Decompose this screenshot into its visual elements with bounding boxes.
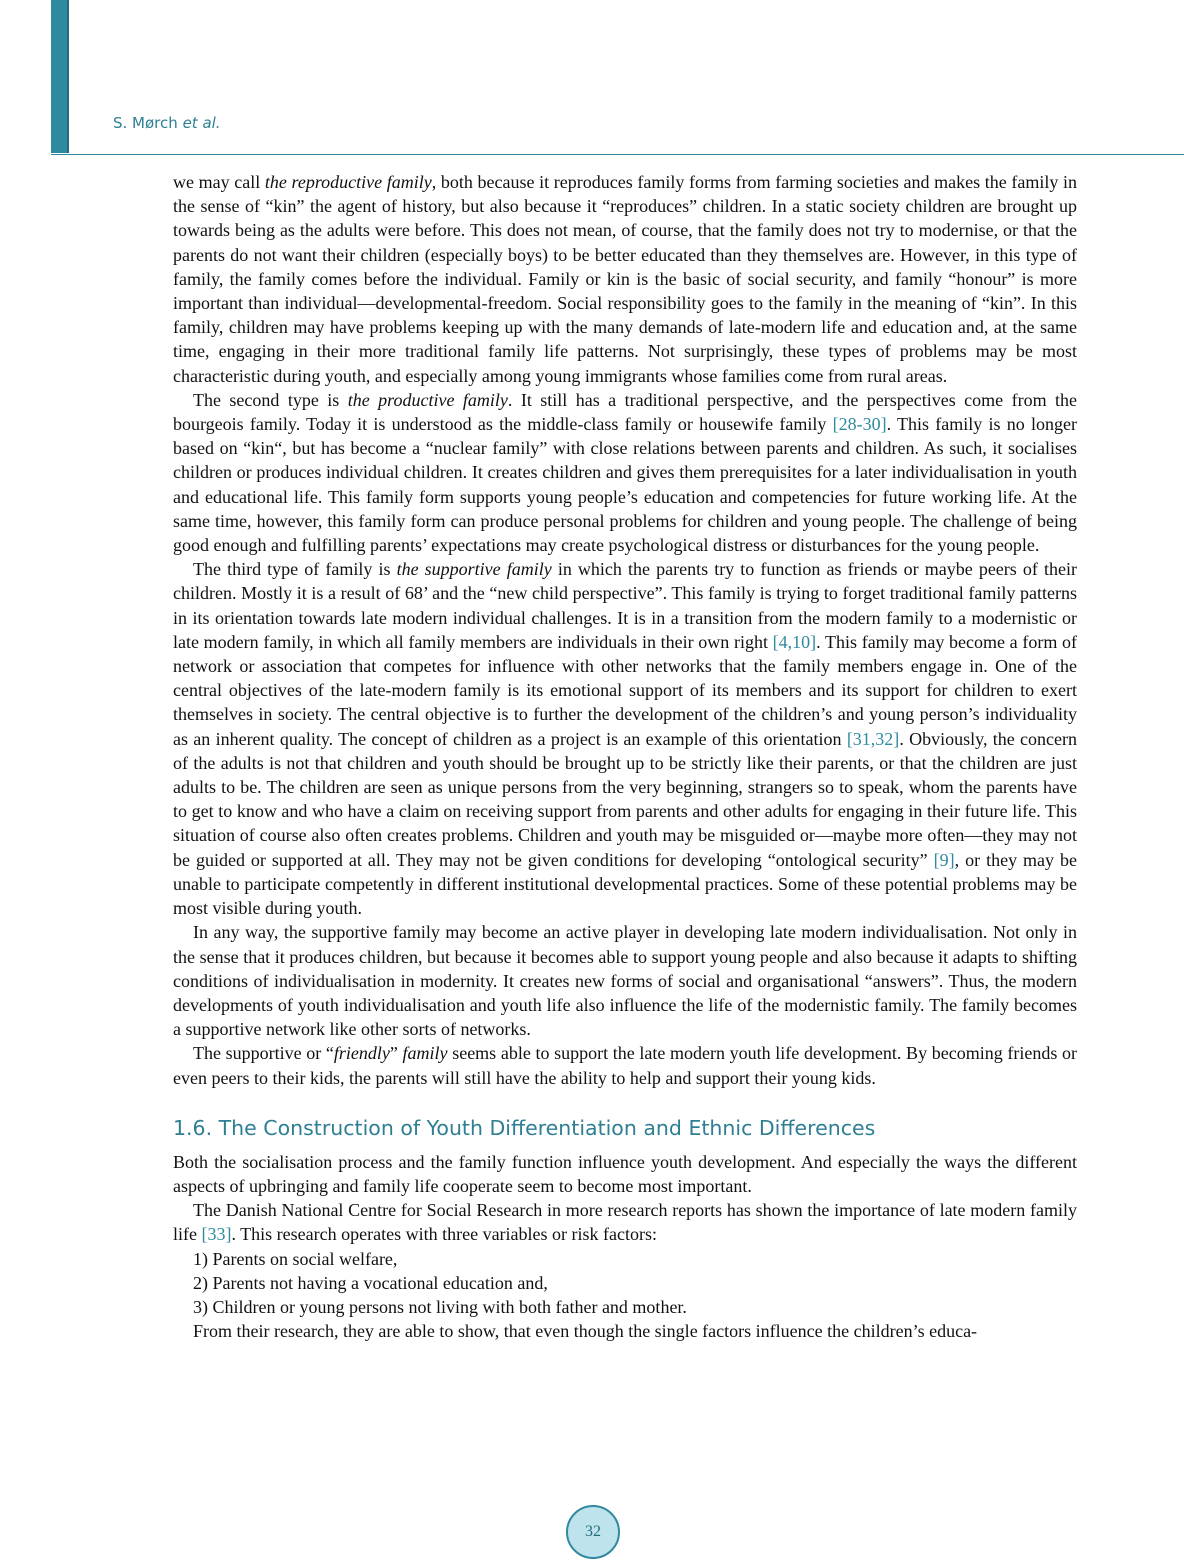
page-number-badge xyxy=(566,1505,620,1559)
running-head-et-al: et al. xyxy=(182,114,221,132)
paragraph-8: From their research, they are able to show, that even though the single factors influence the children’s educa- xyxy=(193,1321,978,1342)
paragraph-3: The third type of family is the supportive family in which the parents try to function as friends or maybe peers of their children. Mostly it is a result of 68’ and the “new child perspective”. This family is trying to forget traditional family patterns in its orientation towards late modern individual challenges. It is in a transition from the modern family to a modernistic or late modern family, in which all family members are individuals in their own right [4,10]. This family may become a form of network or association that competes for influence with other networks that the family members engage in. One of the central objectives of the late-modern family is its emotional support of its members and its support for children to exert themselves in society. The central objective is to further the development of the children’s and young person’s individuality as an inherent quality. The concept of children as a project is an example of this orientation [31,32]. Obviously, the concern of the adults is not that children and youth should be brought up to be strictly like their parents, or that the children are just adults to be. The children are seen as unique persons from the very beginning, strangers so to speak, whom the parents have to get to know and who have a claim on receiving support from parents and other adults for engaging in their future life. This situation of course also often creates problems. Children and youth may be misguided or—maybe more often—they may not be guided or supported at all. They may not be given conditions for developing “ontological security” [9], or they may be unable to participate competently in different institutional developmental practices. Some of these potential problems may be most visible during youth. xyxy=(173,559,1078,919)
citation-link[interactable]: [4,10] xyxy=(772,631,817,652)
paragraph-1: we may call the reproductive family, both because it reproduces family forms from farming societies and makes the family in the sense of “kin” the agent of history, but also because it “reproduces” children. In a static society children are brought up towards being as the adults were before. This does not mean, of course, that the family does not try to modernise, or that the parents do not want their children (especially boys) to be better educated than they themselves are. However, in this type of family, the family comes before the individual. Family or kin is the basic of social security, and family “honour” is more important than individual—developmental-freedom. Social responsibility goes to the family in the meaning of “kin”. In this family, children may have problems keeping up with the many demands of late-modern life and education and, at the same time, engaging in their more traditional family life patterns. Not surprisingly, these types of problems may be most characteristic during youth, and especially among young immigrants whose families come from rural areas. xyxy=(173,172,1077,386)
citation-link[interactable]: [31,32] xyxy=(846,728,900,749)
body-text xyxy=(173,170,1077,1343)
paragraph-4: In any way, the supportive family may become an active player in developing late modern individualisation. Not only in the sense that it produces children, but because it becomes able to support young people and also because it adapts to shifting conditions of individualisation in modernity. It creates new forms of social and organisational “answers”. Thus, the modern developments of youth individualisation and youth life also influence the life of the modernistic family. The family becomes a supportive network like other sorts of networks. xyxy=(173,922,1077,1040)
list-item: 1) Parents on social welfare, xyxy=(193,1248,398,1269)
running-head xyxy=(113,114,221,132)
page-number: 32 xyxy=(585,1523,601,1540)
citation-link[interactable]: [28-30] xyxy=(832,414,887,435)
citation-link[interactable]: [9] xyxy=(933,849,955,870)
list-item: 2) Parents not having a vocational education and, xyxy=(193,1272,548,1293)
running-head-author: S. Mørch xyxy=(113,114,178,132)
citation-link[interactable]: [33] xyxy=(201,1224,232,1245)
header-accent-bar xyxy=(51,0,69,153)
list-item: 3) Children or young persons not living with both father and mother. xyxy=(193,1296,687,1317)
paragraph-6: Both the socialisation process and the family function influence youth development. And especially the ways the different aspects of upbringing and family life cooperate seem to become most important. xyxy=(173,1151,1077,1196)
section-heading: 1.6. The Construction of Youth Differentiation and Ethnic Differences xyxy=(173,1115,876,1140)
header-rule xyxy=(51,154,1184,155)
paragraph-5: The supportive or “friendly” family seems able to support the late modern youth life development. By becoming friends or even peers to their kids, the parents will still have the ability to help and support their young kids. xyxy=(173,1043,1077,1088)
paragraph-7: The Danish National Centre for Social Research in more research reports has shown the importance of late modern family life [33]. This research operates with three variables or risk factors: xyxy=(173,1200,1077,1245)
paragraph-2: The second type is the productive family. It still has a traditional perspective, and the perspectives come from the bourgeois family. Today it is understood as the middle-class family or housewife family [28-30]. This family is no longer based on “kin“, but has become a “nuclear family” with close relations between parents and children. As such, it socialises children or produces individual children. It creates children and gives them prerequisites for a later individualisation in youth and educational life. This family form supports young people’s education and competencies for future working life. At the same time, however, this family form can produce personal problems for children and young people. The challenge of being good enough and fulfilling parents’ expectations may create psychological distress or disturbances for the young people. xyxy=(173,389,1078,556)
